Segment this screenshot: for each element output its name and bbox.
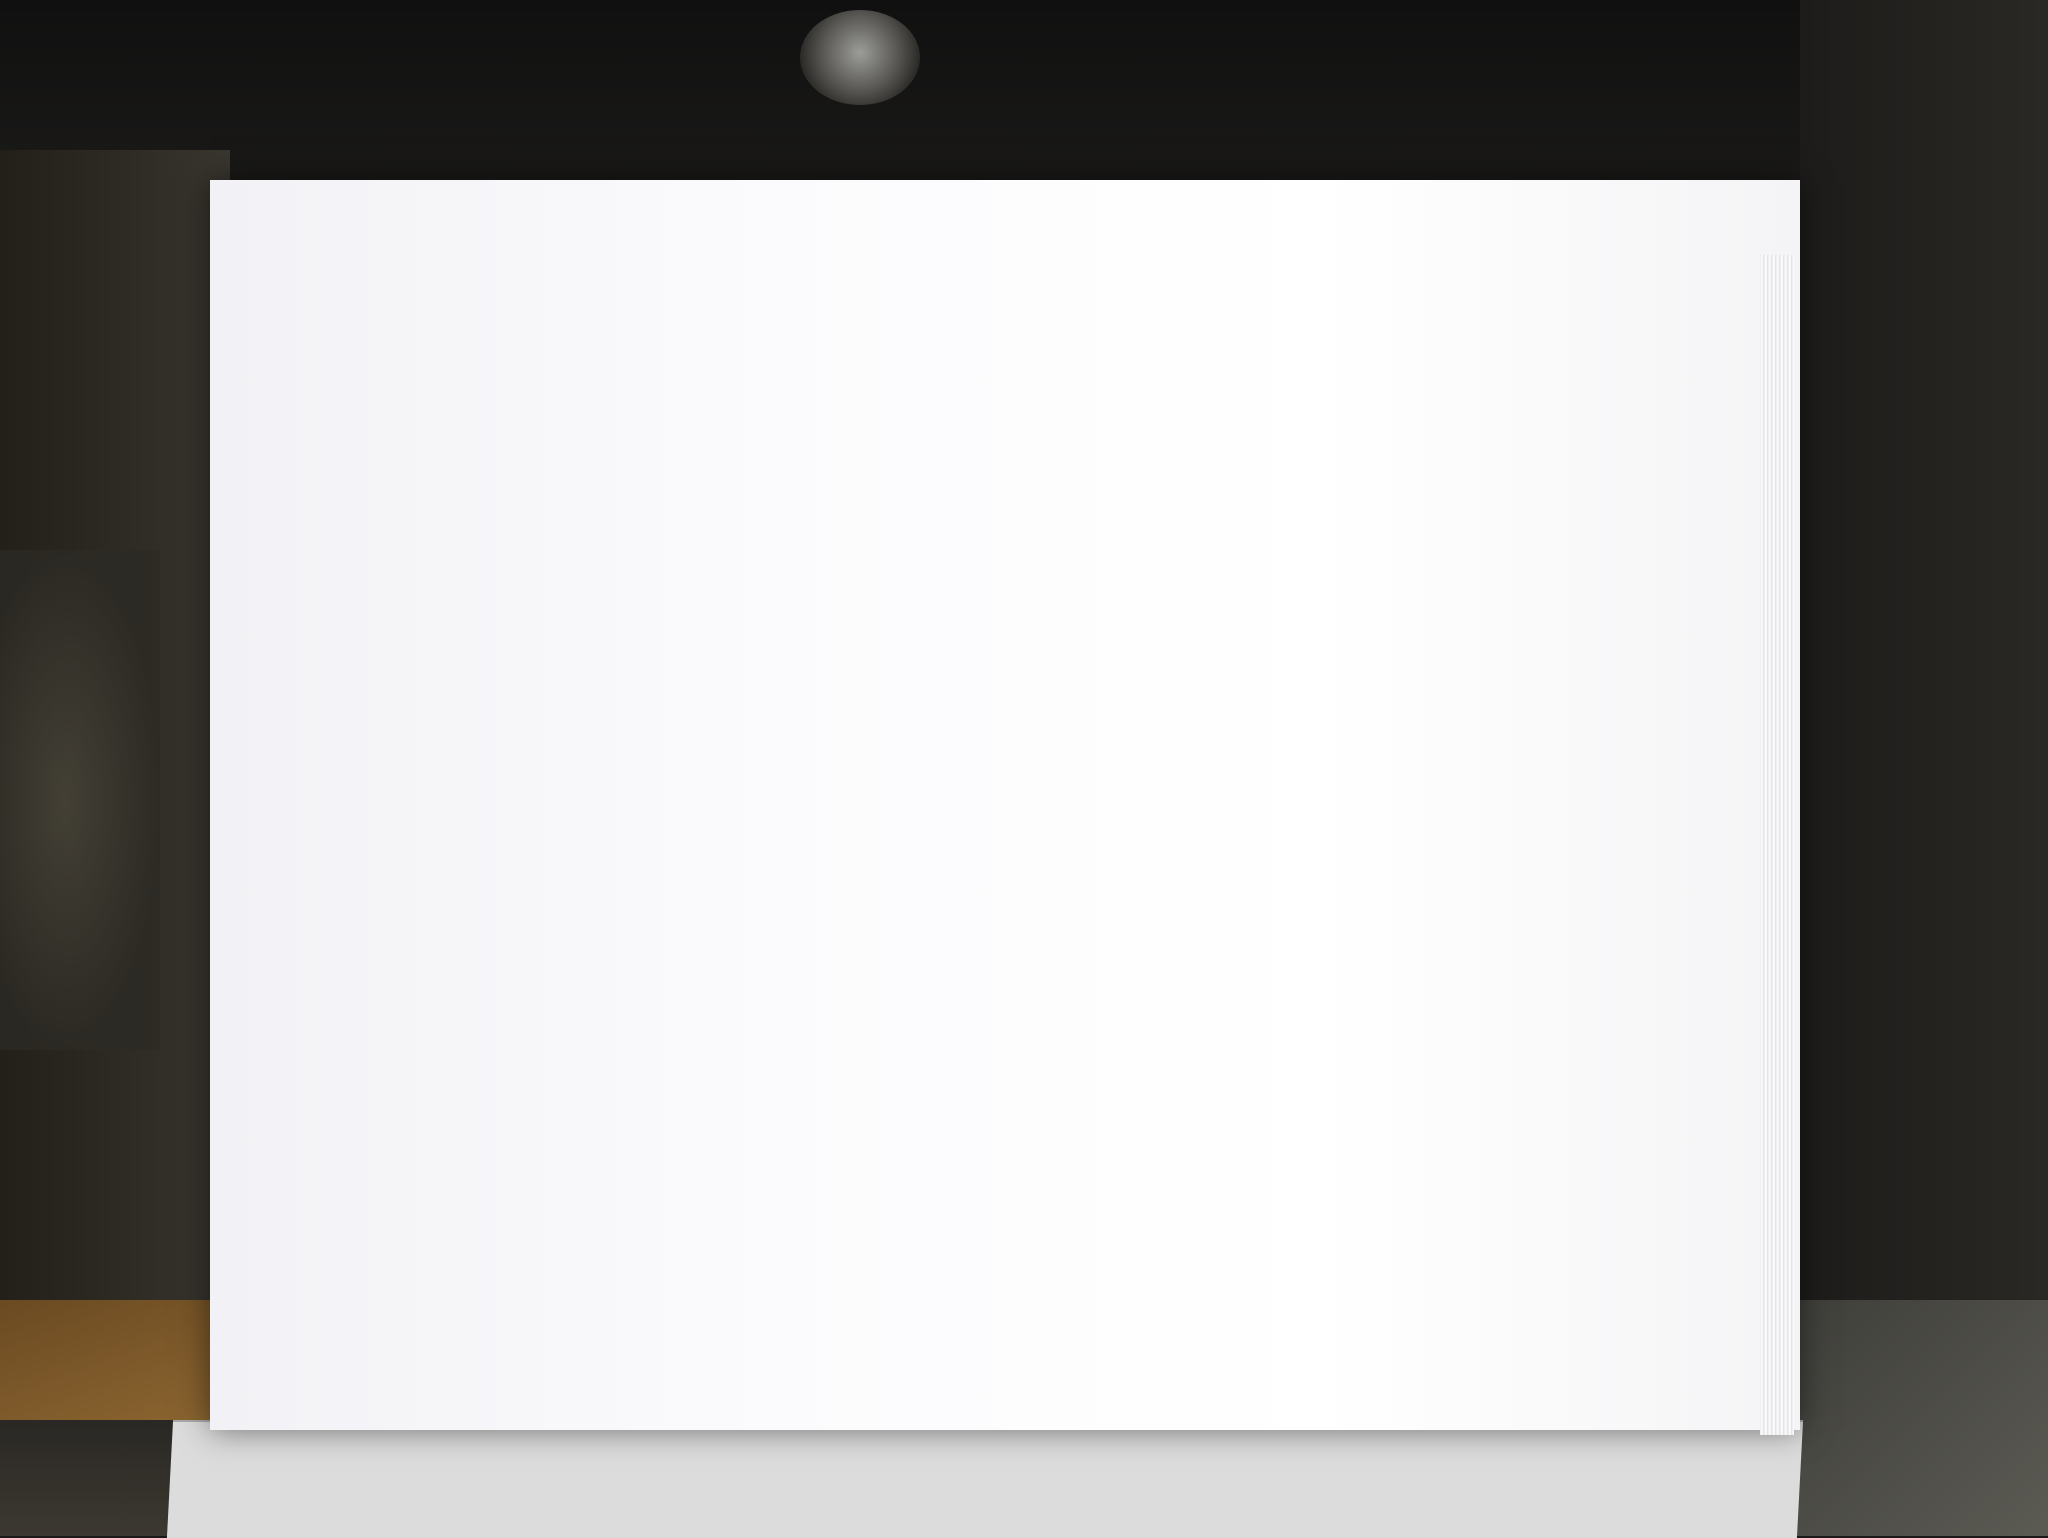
page-stack-edge [1760,255,1794,1435]
cloth-shade [0,550,160,1050]
notebook-cover [167,1420,1803,1538]
handwritten-notes [1800,0,2048,190]
metal-clip [800,10,920,105]
notebook-page [210,180,1800,1430]
